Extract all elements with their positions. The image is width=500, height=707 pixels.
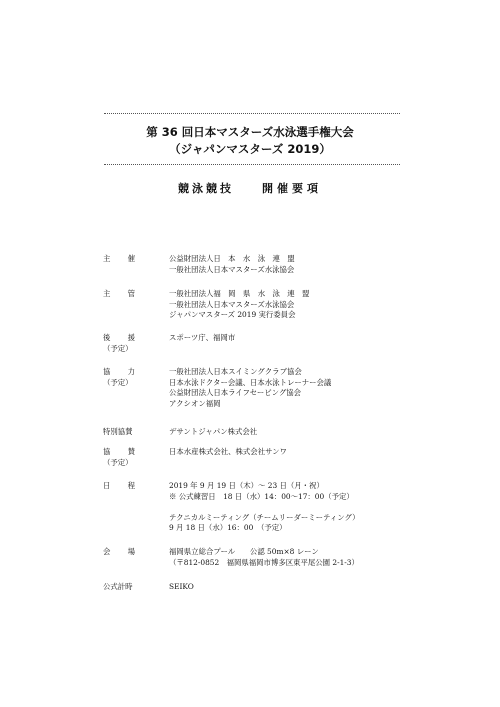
section-label (103, 333, 165, 354)
section-label (103, 481, 165, 492)
section-value (169, 367, 439, 409)
section-value-line: 9 月 18 日（水）16：00 （予定） (169, 523, 287, 533)
section-value-line: 2019 年 9 月 19 日（木）～ 23 日（月・祝） (169, 481, 324, 490)
section-label-text: 協 賛 (103, 447, 135, 456)
section-label-text: 日 程 (103, 481, 135, 490)
section-value (169, 289, 439, 321)
section-label (103, 447, 165, 468)
document-title (60, 124, 440, 158)
section-label-text: 主 催 (103, 254, 135, 263)
section-label (103, 427, 165, 438)
section-value (169, 427, 439, 438)
section-value-line: アクシオン福岡 (169, 398, 221, 408)
section-value (169, 547, 439, 568)
section-value (169, 333, 439, 344)
top-dotted-rule (104, 113, 400, 114)
section-value-line: 日本水泳ドクター会議、日本水泳トレーナー会議 (169, 377, 332, 387)
section-label-note: （予定） (103, 377, 133, 387)
section-value-line: 一般社団法人日本マスターズ水泳協会 (169, 299, 295, 309)
section-value-line: 一般社団法人日本マスターズ水泳協会 (169, 264, 295, 274)
section-value-line: ジャパンマスターズ 2019 実行委員会 (169, 310, 296, 320)
section-value-line: テクニカルミーティング（チームリーダーミーティング） (169, 512, 360, 522)
section-label-text: 主 管 (103, 289, 135, 298)
section-label-text: 公式計時 (103, 582, 133, 591)
section-label (103, 547, 165, 558)
section-value-line: SEIKO (169, 582, 194, 591)
section-value (169, 254, 439, 275)
section-value-line: スポーツ庁、福岡市 (169, 333, 236, 342)
section-label (103, 254, 165, 265)
title-line-2: （ジャパンマスターズ 2019） (169, 142, 331, 156)
section-value-line: 公益財団法人日 本 水 泳 連 盟 (169, 254, 295, 263)
document-subtitle (60, 180, 440, 196)
subtitle-left: 競泳競技 (178, 182, 234, 195)
section-label-note: （予定） (103, 457, 133, 467)
section-value-line (169, 502, 439, 513)
section-value (169, 481, 439, 534)
section-label-text: 特別協賛 (103, 427, 133, 436)
section-value (169, 447, 439, 458)
section-label-text: 協 力 (103, 367, 135, 376)
title-line-1: 第 36 回日本マスターズ水泳選手権大会 (146, 125, 354, 139)
section-value-line: （〒812-0852 福岡県福岡市博多区東平尾公園 2-1-3） (169, 557, 359, 567)
section-value-line: ※ 公式練習日 18 日（水）14：00～17：00（予定） (169, 491, 354, 501)
section-value-line: 公益財団法人日本ライフセービング協会 (169, 388, 302, 398)
section-label (103, 367, 165, 388)
subtitle-right: 開催要項 (262, 182, 322, 195)
section-value-line: 日本水産株式会社、株式会社サンワ (169, 447, 287, 456)
section-label (103, 289, 165, 300)
section-label-text: 会 場 (103, 547, 135, 556)
section-value-line: 福岡県立総合プール 公認 50m×8 レーン (169, 547, 319, 556)
section-label (103, 582, 165, 593)
section-value-line: 一般社団法人日本スイミングクラブ協会 (169, 367, 302, 376)
section-label-text: 後 援 (103, 333, 135, 342)
section-label-note: （予定） (103, 343, 133, 353)
section-value (169, 582, 439, 593)
section-value-line: デサントジャパン株式会社 (169, 427, 258, 436)
section-value-line: 一般社団法人福 岡 県 水 泳 連 盟 (169, 289, 310, 298)
bottom-dotted-rule (104, 164, 400, 165)
